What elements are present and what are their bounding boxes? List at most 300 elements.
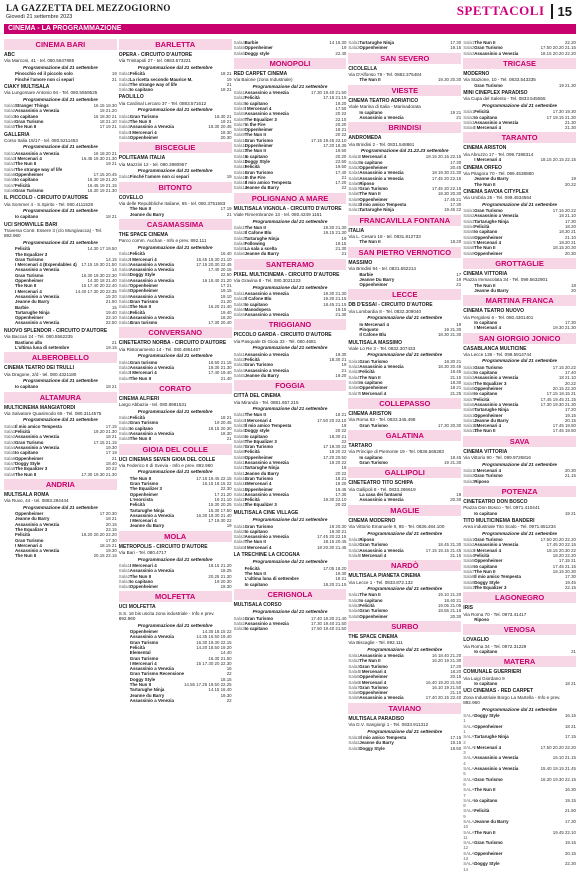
- showtimes: 20.20: [335, 121, 347, 127]
- programming-dates: Programmazione dal 21 settembre: [137, 556, 213, 562]
- screen-label: Sala12: [233, 470, 248, 476]
- showtimes: 16.20 21.40: [208, 304, 232, 310]
- cinema-address: Via Lecce 136 - Tel. 099.5914744: [463, 352, 532, 358]
- screen-label: Sala9: [233, 454, 245, 460]
- screen-label: Sala8: [4, 466, 16, 472]
- cinema-listing: [463, 309, 576, 330]
- film-title: The Nun II: [129, 436, 152, 442]
- film-title: Tartarughe Ninja: [129, 687, 165, 693]
- screen-label: Sala8: [348, 191, 360, 197]
- cinema-name: CINETEATRO NORBA - CIRCUITO D'AUTORE: [118, 340, 227, 347]
- showtimes: 18 19.30 21.30: [431, 170, 462, 176]
- screen-label: Sala7: [348, 390, 360, 396]
- film-title: I Mercenari 4: [359, 390, 387, 396]
- cinema-listing: [348, 303, 461, 337]
- showtimes: 19.15: [450, 45, 462, 51]
- screen-label: Sala5: [4, 450, 16, 456]
- film-title: The Equalizer 3: [474, 584, 507, 590]
- cinema-address: Viale Lo Re 3 - Tel. 0832.307433: [348, 345, 416, 351]
- showtimes: 19.30 21.30: [323, 290, 347, 296]
- cinema-listing: [4, 85, 117, 130]
- showtimes: 17.20: [564, 407, 576, 413]
- showtimes: 19: [111, 71, 117, 77]
- screen-label: Sala1: [233, 351, 245, 357]
- screen-label: Sala5: [4, 124, 16, 130]
- showtime-row: [119, 135, 232, 140]
- film-title: Assassinio a Venezia: [244, 111, 289, 117]
- film-title: Io capitano: [244, 581, 268, 587]
- programming-dates: Programmazione dal 21 settembre: [137, 353, 213, 359]
- showtimes: 17.15 21.15: [93, 439, 117, 445]
- showtime-row: [348, 332, 461, 337]
- showtimes: 17.15 19.30 21.50: [81, 262, 117, 268]
- cinema-address: Via Pasquale Di Gioia 33 - Tel. 080.4681: [233, 338, 317, 344]
- film-title: I Mercenari 4: [15, 156, 42, 162]
- showtimes: 21: [341, 251, 347, 257]
- showtimes: 19: [341, 45, 347, 51]
- screen-label: Sala10: [233, 460, 248, 466]
- film-title: Assassinio a Venezia: [15, 521, 60, 527]
- screen-label: Sala3: [348, 164, 360, 170]
- cinema-listing: [119, 53, 232, 92]
- cinema-address: Via Luigi Giordano 9: [463, 675, 505, 681]
- listing-column-4: [348, 37, 461, 837]
- film-title: L'ultima luna di settembre: [15, 344, 70, 350]
- showtimes: 19: [341, 362, 347, 368]
- cinema-listing: [119, 605, 232, 703]
- screen-label: Sala4: [233, 306, 245, 312]
- film-title: Gran Turismo: [359, 542, 388, 548]
- screen-label: Sala1: [348, 653, 360, 659]
- showtimes: 18.30 21.30: [437, 332, 462, 338]
- film-title: I Mercenari 4: [129, 370, 157, 376]
- showtimes: 19.10: [220, 293, 232, 299]
- screen-label: Sala3: [463, 218, 475, 224]
- film-title: Assassinio a Venezia: [474, 542, 519, 548]
- cinema-address: Viale Rimembranze 13 - tel. 080.4249 1161: [233, 212, 322, 218]
- screen-label: Sala10: [348, 202, 363, 207]
- film-title: Tartarughe Ninja: [244, 235, 280, 241]
- film-title: Oppenheimer: [474, 234, 503, 240]
- cinema-name: PIXEL MULTICINEMA - CIRCUITO D'AUTORE: [233, 271, 340, 278]
- showtimes: 21.30: [335, 246, 347, 252]
- screen-label: Sala2: [463, 45, 475, 51]
- screen-label: Sala1: [118, 562, 131, 568]
- showtime-row: [463, 428, 576, 433]
- city-heading: CERIGNOLA: [234, 589, 347, 600]
- screen-label: Sala2: [348, 597, 360, 603]
- showtimes: 20 22: [105, 466, 117, 472]
- screen-label: Sala1: [348, 734, 360, 740]
- city-heading: TAVIANO: [348, 703, 461, 714]
- programming-dates: Programmazione dal 21 settembre: [137, 408, 213, 414]
- screen-label: Sala5: [4, 171, 16, 177]
- cinema-listing: [119, 458, 232, 529]
- screen-label: Sala6: [4, 177, 16, 183]
- showtimes: 16.15 18.30: [93, 103, 117, 109]
- film-title: Felicità: [129, 71, 145, 77]
- showtimes: 16.45 19.30 21.10: [196, 256, 232, 262]
- showtimes: 21: [456, 114, 462, 120]
- showtimes: 14.40: [220, 650, 232, 656]
- film-title: Tartarughe Ninja: [15, 309, 50, 315]
- film-title: Gran Turismo: [474, 840, 503, 846]
- showtime-row: [4, 320, 117, 325]
- screen-label: Sala3: [233, 301, 245, 307]
- film-title: I Mercenari 4: [244, 544, 272, 550]
- showtime-row: [119, 320, 232, 325]
- screen-label: Sala5: [348, 613, 360, 619]
- cinema-name: ANDROMEDA: [348, 135, 382, 142]
- cinema-name: UCI MOLFETTA: [118, 604, 156, 611]
- showtime-row: [348, 460, 461, 465]
- film-title: Gran Turismo Recensione: [129, 671, 185, 677]
- film-title: Doggy Style: [474, 861, 500, 867]
- screen-label: Sala2: [463, 473, 475, 479]
- showtimes: 18.20 21.15: [323, 581, 347, 587]
- showtimes: 17.50 20.20 21.15: [540, 45, 576, 51]
- film-title: The Equalizer 3: [15, 526, 48, 532]
- screen-label: Sala7: [463, 396, 475, 402]
- screen-label: Sala4: [348, 552, 360, 558]
- cinema-name: LA TRECHINE LA CICOGNA: [233, 552, 300, 559]
- screen-label: Sala2: [233, 296, 245, 302]
- city-heading: MAGLIE: [348, 505, 461, 516]
- showtimes: 18.30: [220, 129, 232, 135]
- showtimes: 21.25: [450, 390, 462, 396]
- showtimes: 17.30: [564, 819, 576, 824]
- showtimes: 18.15 20.30: [208, 425, 232, 431]
- showtime-row: [4, 188, 117, 193]
- cinema-listing: [348, 635, 461, 701]
- showtime-row: [463, 157, 576, 162]
- screen-label: Sala4: [118, 375, 131, 381]
- cinema-name: PAOLILLO: [118, 94, 144, 101]
- film-title: Oppenheimer: [359, 196, 388, 202]
- showtimes: 18.30 21: [329, 433, 347, 439]
- showtime-row: [463, 83, 576, 88]
- cinema-name: MULTISALA MASSIMO: [348, 339, 402, 346]
- showtime-row: [234, 251, 347, 256]
- cinema-name: MULTISALA PARADISO: [348, 715, 405, 722]
- screen-label: [119, 698, 130, 703]
- screen-label: Sala4: [233, 539, 245, 545]
- cinema-name: UCI CINEMAS - RED CARPET: [463, 688, 534, 695]
- screen-label: Sala7: [463, 239, 475, 245]
- screen-label: Sala3: [463, 119, 475, 125]
- film-title: Gran Turismo: [129, 481, 159, 487]
- showtime-row: [463, 808, 576, 819]
- screen-label: Sala5: [348, 379, 360, 385]
- film-title: Il mio amico Tempesta: [244, 180, 292, 186]
- cinema-name: NUOVO SPLENDOR - CIRCUITO D'AUTORE: [4, 327, 108, 334]
- showtimes: 19.15: [335, 240, 347, 246]
- cinema-listing: [348, 341, 461, 396]
- film-title: Tartarughe Ninja: [244, 465, 280, 471]
- film-title: Io capitano: [129, 87, 153, 93]
- screen-label: Sala16: [233, 491, 248, 497]
- programming-dates: Programmazione dal 21 settembre: [367, 646, 443, 652]
- showtimes: 18.45 21.30: [437, 542, 462, 548]
- showtime-row: [463, 479, 576, 484]
- screen-label: Sala4: [118, 430, 131, 436]
- cinema-address: Via Mazzini 12 - tel. 080.3980957: [118, 161, 187, 167]
- showtimes: 16.30 19 21.20: [87, 177, 117, 183]
- showtimes: 19 21: [564, 510, 576, 516]
- film-title: La ricetta secondo Maurice M.: [129, 76, 193, 82]
- showtimes: 20: [571, 287, 576, 293]
- screen-label: Sala2: [463, 542, 475, 548]
- screen-label: Sala5: [233, 111, 245, 117]
- film-title: Io capitano: [474, 229, 498, 235]
- film-title: Doggy Style: [244, 158, 270, 164]
- showtimes: 21.10: [450, 690, 462, 696]
- showtimes: 17.30 19.30: [552, 109, 576, 115]
- screen-label: Sala5: [118, 134, 131, 140]
- film-title: I Mercenari 4: [244, 106, 272, 111]
- film-title: Jeanne du Barry: [474, 287, 509, 293]
- screen-label: SALA 1: [463, 723, 475, 734]
- film-title: Il mio amico Tempesta: [359, 202, 407, 207]
- showtime-row: [234, 373, 347, 378]
- cinema-address: Via Biscaglie - Tel. 892.111: [348, 640, 403, 646]
- screen-label: Sala4: [463, 553, 475, 559]
- cinema-listing: [234, 40, 347, 56]
- film-title: Oppenheimer: [474, 850, 503, 856]
- showtimes: 19.30 22.10: [323, 497, 347, 503]
- film-title: Assassinio a Venezia: [15, 150, 60, 156]
- programming-dates: Programmazione dal 21 settembre: [482, 201, 557, 207]
- showtimes: 19.30 21.30: [208, 364, 232, 370]
- showtimes: 18.45: [450, 454, 462, 460]
- screen-label: Sala8: [463, 245, 475, 251]
- film-title: Gran Turismo: [359, 186, 388, 192]
- screen-label: Sala4: [233, 106, 245, 111]
- showtimes: 17.30 20.30: [437, 422, 462, 428]
- film-title: Oppenheimer: [474, 558, 503, 564]
- showtimes: 17.15 21: [558, 558, 576, 564]
- showtimes: 15.30 17.50: [208, 507, 232, 513]
- showtimes: 17.15: [450, 734, 462, 740]
- film-title: Doggy Style: [129, 272, 156, 278]
- cinema-listing: [348, 67, 461, 83]
- showtimes: 17.40 19.30 21.40: [310, 615, 347, 621]
- screen-label: Sala1: [463, 467, 475, 473]
- cinema-listing: [463, 638, 576, 654]
- cinema-listing: [463, 40, 576, 56]
- showtimes: 19.50: [335, 164, 347, 170]
- screen-label: Sala3: [233, 422, 245, 428]
- screen-label: Sala2: [118, 76, 131, 82]
- cinema-name: GALLERIA: [4, 131, 30, 138]
- screen-label: [463, 681, 474, 686]
- screen-label: Sala8: [233, 449, 245, 455]
- screen-label: Sala3: [348, 547, 360, 553]
- showtimes: 22.50: [105, 320, 117, 326]
- screen-label: Sala8: [348, 690, 360, 696]
- showtime-row: [119, 174, 232, 179]
- film-title: I Mercenari 4: [129, 256, 157, 262]
- showtime-row: [119, 212, 232, 217]
- showtimes: 21: [226, 81, 232, 87]
- film-title: The strange way of life: [129, 81, 178, 87]
- cinema-listing: [463, 146, 576, 162]
- film-title: In the Fire: [244, 121, 266, 127]
- showtimes: 17.40: [335, 169, 347, 175]
- showtimes: 14.30 17 19.50: [87, 246, 117, 252]
- showtimes: 19 21.30: [444, 460, 462, 466]
- showtimes: 18.45 21.15: [323, 301, 347, 307]
- cinema-address: Traversa Contr. Essere 3 (c/o Mungivacca) - Tel. 892.960: [4, 228, 103, 239]
- film-title: The Nun II: [474, 245, 496, 251]
- cinema-name: CINETEATRO DON BOSCO: [463, 498, 528, 505]
- showtimes: 20.30: [564, 250, 576, 256]
- film-title: I Mercenari 4: [15, 288, 42, 294]
- film-title: Barbie: [359, 271, 374, 277]
- listing-column-2: [119, 37, 232, 837]
- film-title: Il mio amico Tempesta: [474, 574, 521, 580]
- film-title: Assassinio a Venezia: [15, 108, 60, 114]
- screen-label: Sala2: [4, 108, 16, 114]
- showtime-row: [119, 523, 232, 528]
- showtimes: 22.40: [335, 50, 347, 56]
- showtime-row: [463, 840, 576, 851]
- showtime-row: [463, 787, 576, 798]
- film-title: Finché l'amore non ci separi: [129, 174, 189, 180]
- film-title: Tartarughe Ninja: [129, 507, 165, 513]
- showtimes: 17.30 19.30 21.30: [540, 401, 576, 407]
- screen-label: Sala11: [348, 207, 362, 213]
- cinema-listing: [463, 166, 576, 187]
- programming-dates: Programmazione dal 21 settembre: [367, 728, 443, 734]
- city-heading: GALLIPOLI: [348, 467, 461, 478]
- film-title: Following: [244, 240, 266, 246]
- cinema-name: TARTARO: [348, 442, 373, 449]
- cinema-address: Via Salvatore Quasimodo 66 - Tel. 080.3114575: [4, 411, 102, 417]
- showtimes: 18.20: [220, 314, 232, 320]
- film-title: Doggy style: [244, 428, 270, 434]
- listing-column-5: [463, 37, 576, 872]
- film-title: Assassinio a Venezia: [244, 290, 289, 296]
- screen-label: Sala4: [348, 170, 360, 176]
- film-title: Felicità: [244, 356, 260, 362]
- cinema-name: POLITEAMA ITALIA: [118, 155, 166, 162]
- film-title: The Equalizer 3: [244, 438, 277, 444]
- showtimes: 17 19: [220, 206, 232, 212]
- showtimes: 20.30: [450, 613, 462, 619]
- film-title: Oppenheimer: [244, 454, 273, 460]
- showtimes: 17.20: [335, 180, 347, 186]
- showtimes: 18 21.10: [558, 213, 576, 219]
- showtimes: 16 18.30 21: [93, 113, 117, 119]
- cinema-listing: [463, 606, 576, 622]
- film-title: I Mercenari 4 (Expendables 4): [15, 262, 77, 268]
- screen-label: Sala4: [233, 40, 245, 45]
- screen-label: Sala10: [463, 584, 477, 590]
- showtime-row: [348, 207, 461, 212]
- film-title: Io capitano: [359, 379, 383, 385]
- showtimes: 22: [341, 438, 347, 444]
- film-title: Io capitano: [244, 433, 268, 439]
- film-title: Assassinio a Venezia: [129, 697, 174, 703]
- showtime-row: [463, 182, 576, 187]
- showtime-row: [463, 51, 576, 56]
- showtime-row: [4, 384, 117, 389]
- showtimes: 16.30 19.30 21.40: [196, 512, 232, 518]
- showtimes: 17.45 20 22.15: [546, 542, 576, 548]
- showtimes: 20.15 22.15: [93, 553, 117, 559]
- programming-dates: Programmazione dal 21 settembre: [482, 461, 557, 467]
- film-title: Gran Turismo: [474, 776, 503, 782]
- cinema-name: CINEMA ARISTON: [348, 410, 392, 417]
- film-title: Gran Turismo: [15, 537, 44, 543]
- screen-label: Sala4: [463, 125, 475, 131]
- film-title: The Nun II: [359, 592, 381, 598]
- film-title: Assassinio a Venezia: [15, 293, 60, 299]
- showtimes: 18 20: [335, 481, 347, 487]
- cinema-listing: [348, 519, 461, 558]
- screen-label: Sala1: [348, 40, 360, 45]
- cinema-name: CINEMA ORFEO: [463, 164, 502, 171]
- cinema-name: CIAKY MULTISALA: [4, 83, 50, 90]
- film-title: Oppenheimer: [129, 283, 159, 289]
- showtimes: 18.15 20.45: [323, 539, 347, 545]
- film-title: Gran Turismo: [244, 475, 274, 481]
- film-title: I Mercenari 4: [15, 542, 42, 548]
- showtimes: 19.30 21.30: [552, 325, 576, 331]
- showtimes: 17.40 20.15: [208, 267, 232, 273]
- film-title: Assassinio a Venezia: [129, 277, 174, 283]
- showtimes: 19.15: [450, 740, 462, 746]
- screen-label: [4, 345, 15, 350]
- screen-label: Sala3: [348, 663, 360, 669]
- film-title: Jeanne du Barry: [359, 740, 394, 746]
- showtimes: 20.25 21.30: [208, 573, 232, 579]
- cinema-name: MULTISALA CINE VILLAGE: [233, 509, 299, 516]
- film-title: Jeanne du Barry: [15, 516, 50, 522]
- showtimes: 18.30 21: [558, 229, 576, 235]
- showtimes: 20.30: [450, 497, 462, 503]
- film-title: Gran Turismo: [474, 45, 503, 51]
- film-title: Assassinio a Venezia: [359, 547, 404, 553]
- film-title: Gran Turismo: [474, 208, 503, 214]
- city-heading: CONVERSANO: [119, 327, 232, 338]
- film-title: Io capitano: [359, 159, 383, 165]
- cinema-listing: [4, 53, 117, 82]
- film-title: Assassinio a Venezia: [129, 314, 174, 320]
- showtimes: 16.10 19 21.50: [431, 684, 462, 690]
- screen-label: Sala1: [233, 523, 245, 529]
- showtimes: 16.30: [564, 787, 576, 793]
- film-title: Gran Turismo: [244, 523, 274, 529]
- screen-label: Sala1: [463, 109, 475, 115]
- showtimes: 21: [226, 436, 232, 442]
- showtimes: 20.15: [105, 521, 117, 527]
- showtimes: 19.15: [220, 288, 232, 294]
- screen-label: Sala6: [233, 50, 245, 56]
- showtime-row: [463, 288, 576, 293]
- screen-label: Sala4: [118, 129, 131, 135]
- showtimes: 18.15 21: [99, 542, 117, 548]
- showtime-row: [234, 502, 347, 507]
- film-title: I Mercenari 4: [474, 547, 502, 553]
- showtimes: 14.15: [105, 256, 117, 262]
- issue-date: Giovedì 21 settembre 2023: [6, 14, 73, 20]
- showtimes: 19.30 21.15: [323, 296, 347, 302]
- film-title: I Mercenari 4: [129, 562, 157, 568]
- showtimes: 17.20 20.50: [323, 454, 347, 460]
- listing-column-3: [234, 37, 347, 837]
